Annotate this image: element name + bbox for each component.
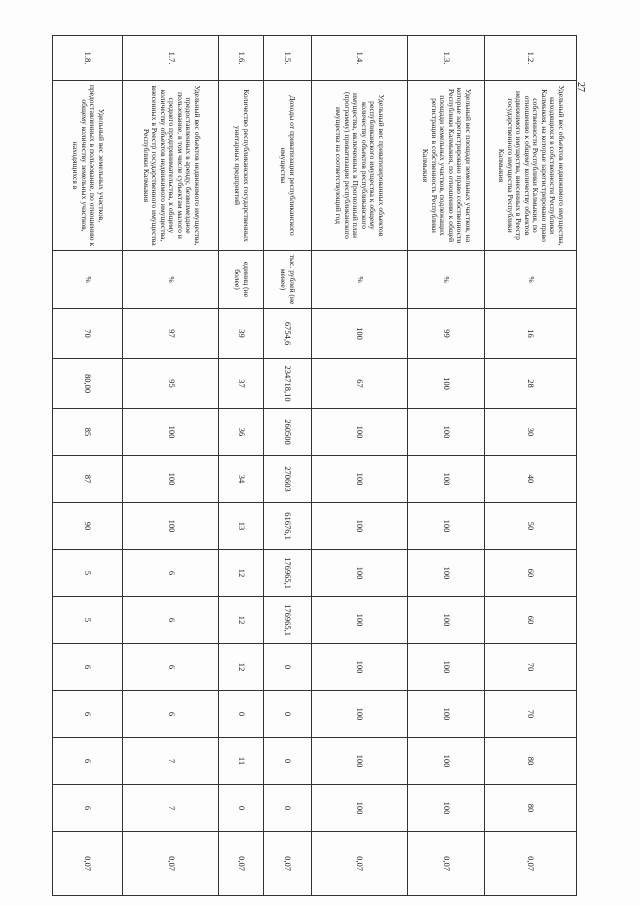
indicator-description: Удельный вес объектов недвижимого имущества, находящихся в собственности Республики Калмыкия, на которые зарегистрировано право собственности Республики Калмыкия, по отношению к общему количеству объектов недвижимого имущества, внесенных в Реестр государственного имущества Республики Калмыкия <box>485 81 577 251</box>
row-number: 1.8. <box>53 36 123 81</box>
value-cell: 270603 <box>263 456 311 503</box>
table-row <box>485 36 577 896</box>
unit-cell: % <box>407 251 485 309</box>
value-cell: 0 <box>219 691 264 738</box>
value-cell: 100 <box>311 785 407 832</box>
value-cell: 37 <box>219 359 264 409</box>
value-cell: 100 <box>311 309 407 359</box>
value-cell: 34 <box>219 456 264 503</box>
value-cell: 100 <box>311 503 407 550</box>
value-cell: 80 <box>485 738 577 785</box>
table-row <box>263 36 311 896</box>
value-cell: 13 <box>219 503 264 550</box>
value-cell: 60 <box>485 597 577 644</box>
indicator-description: Удельный вес площади земельных участков, на которые зарегистрировано право собственности Республики Калмыкия, по отношению к общей площади земельных участков, подлежащих регистрации в собственность Республики Калмыкия <box>407 81 485 251</box>
unit-cell: единиц (не более) <box>219 251 264 309</box>
value-cell: 97 <box>123 309 219 359</box>
indicator-description: Удельный вес объектов недвижимого имущества, предоставленных в аренду, безвозмездное пользование, в том числе субъектам малого и среднего предпринимательства, к общему количеству объектов недвижимого имущества, внесенных в Реестр государственного имущества Республики Калмыкия <box>123 81 219 251</box>
value-cell: 6 <box>53 785 123 832</box>
value-cell: 60 <box>485 550 577 597</box>
value-cell: 80,00 <box>53 359 123 409</box>
value-cell: 0 <box>263 691 311 738</box>
value-cell: 6 <box>123 597 219 644</box>
value-cell: 100 <box>311 456 407 503</box>
value-cell: 16 <box>485 309 577 359</box>
value-cell: 100 <box>407 738 485 785</box>
value-cell: 85 <box>53 409 123 456</box>
unit-cell: % <box>485 251 577 309</box>
value-cell: 6 <box>53 644 123 691</box>
value-cell: 40 <box>485 456 577 503</box>
indicator-description: Доходы от приватизации республиканского имущества <box>263 81 311 251</box>
indicator-description: Удельный вес земельных участков, предоставленных в пользование, по отношению к общему количеству земельных участков, находящихся в <box>53 81 123 251</box>
value-cell: 70 <box>53 309 123 359</box>
row-number: 1.7. <box>123 36 219 81</box>
unit-cell: % <box>123 251 219 309</box>
value-cell: 39 <box>219 309 264 359</box>
value-cell: 36 <box>219 409 264 456</box>
value-cell: 12 <box>219 644 264 691</box>
value-cell: 70 <box>485 691 577 738</box>
value-cell: 0,07 <box>485 832 577 896</box>
value-cell: 7 <box>123 785 219 832</box>
table-row <box>311 36 407 896</box>
rotated-table-container <box>52 35 577 895</box>
row-number: 1.6. <box>219 36 264 81</box>
value-cell: 61676,1 <box>263 503 311 550</box>
value-cell: 6 <box>123 550 219 597</box>
value-cell: 6 <box>123 691 219 738</box>
value-cell: 30 <box>485 409 577 456</box>
value-cell: 0,07 <box>263 832 311 896</box>
value-cell: 7 <box>123 738 219 785</box>
unit-cell: % <box>53 251 123 309</box>
value-cell: 100 <box>311 644 407 691</box>
value-cell: 100 <box>407 359 485 409</box>
value-cell: 0,07 <box>219 832 264 896</box>
value-cell: 100 <box>407 691 485 738</box>
value-cell: 5 <box>53 550 123 597</box>
value-cell: 260500 <box>263 409 311 456</box>
value-cell: 0 <box>263 738 311 785</box>
row-number: 1.5. <box>263 36 311 81</box>
value-cell: 6 <box>53 738 123 785</box>
value-cell: 100 <box>311 738 407 785</box>
value-cell: 100 <box>311 597 407 644</box>
page-number: 27 <box>575 82 586 92</box>
value-cell: 100 <box>311 691 407 738</box>
value-cell: 100 <box>311 409 407 456</box>
unit-cell: % <box>311 251 407 309</box>
value-cell: 50 <box>485 503 577 550</box>
value-cell: 0,07 <box>311 832 407 896</box>
indicators-table <box>52 35 577 896</box>
value-cell: 176965,1 <box>263 550 311 597</box>
row-number: 1.4. <box>311 36 407 81</box>
value-cell: 0,07 <box>53 832 123 896</box>
table-row <box>123 36 219 896</box>
value-cell: 100 <box>311 550 407 597</box>
value-cell: 234718,10 <box>263 359 311 409</box>
value-cell: 100 <box>123 503 219 550</box>
value-cell: 80 <box>485 785 577 832</box>
value-cell: 100 <box>407 456 485 503</box>
value-cell: 100 <box>407 597 485 644</box>
value-cell: 12 <box>219 597 264 644</box>
value-cell: 5 <box>53 597 123 644</box>
value-cell: 100 <box>407 785 485 832</box>
row-number: 1.3. <box>407 36 485 81</box>
value-cell: 28 <box>485 359 577 409</box>
value-cell: 100 <box>123 456 219 503</box>
value-cell: 90 <box>53 503 123 550</box>
indicator-description: Количество республиканских государственных унитарных предприятий <box>219 81 264 251</box>
value-cell: 87 <box>53 456 123 503</box>
value-cell: 100 <box>407 644 485 691</box>
value-cell: 95 <box>123 359 219 409</box>
indicator-description: Удельный вес приватизированных объектов республиканского имущества к общему количеству объектов республиканского имущества, включенных в Прогнозный план (программу) приватизации республиканского имущества на соответствующий год <box>311 81 407 251</box>
value-cell: 100 <box>407 503 485 550</box>
value-cell: 100 <box>407 550 485 597</box>
value-cell: 0,07 <box>123 832 219 896</box>
table-row <box>53 36 123 896</box>
value-cell: 100 <box>407 409 485 456</box>
value-cell: 12 <box>219 550 264 597</box>
value-cell: 11 <box>219 738 264 785</box>
table-body <box>53 36 577 896</box>
value-cell: 0 <box>263 785 311 832</box>
value-cell: 70 <box>485 644 577 691</box>
value-cell: 0 <box>219 785 264 832</box>
value-cell: 6754,6 <box>263 309 311 359</box>
value-cell: 99 <box>407 309 485 359</box>
table-row <box>219 36 264 896</box>
row-number: 1.2. <box>485 36 577 81</box>
value-cell: 67 <box>311 359 407 409</box>
table-row <box>407 36 485 896</box>
value-cell: 100 <box>123 409 219 456</box>
value-cell: 0 <box>263 644 311 691</box>
value-cell: 6 <box>123 644 219 691</box>
value-cell: 0,07 <box>407 832 485 896</box>
value-cell: 176965,1 <box>263 597 311 644</box>
unit-cell: тыс. рублей (не менее) <box>263 251 311 309</box>
value-cell: 6 <box>53 691 123 738</box>
